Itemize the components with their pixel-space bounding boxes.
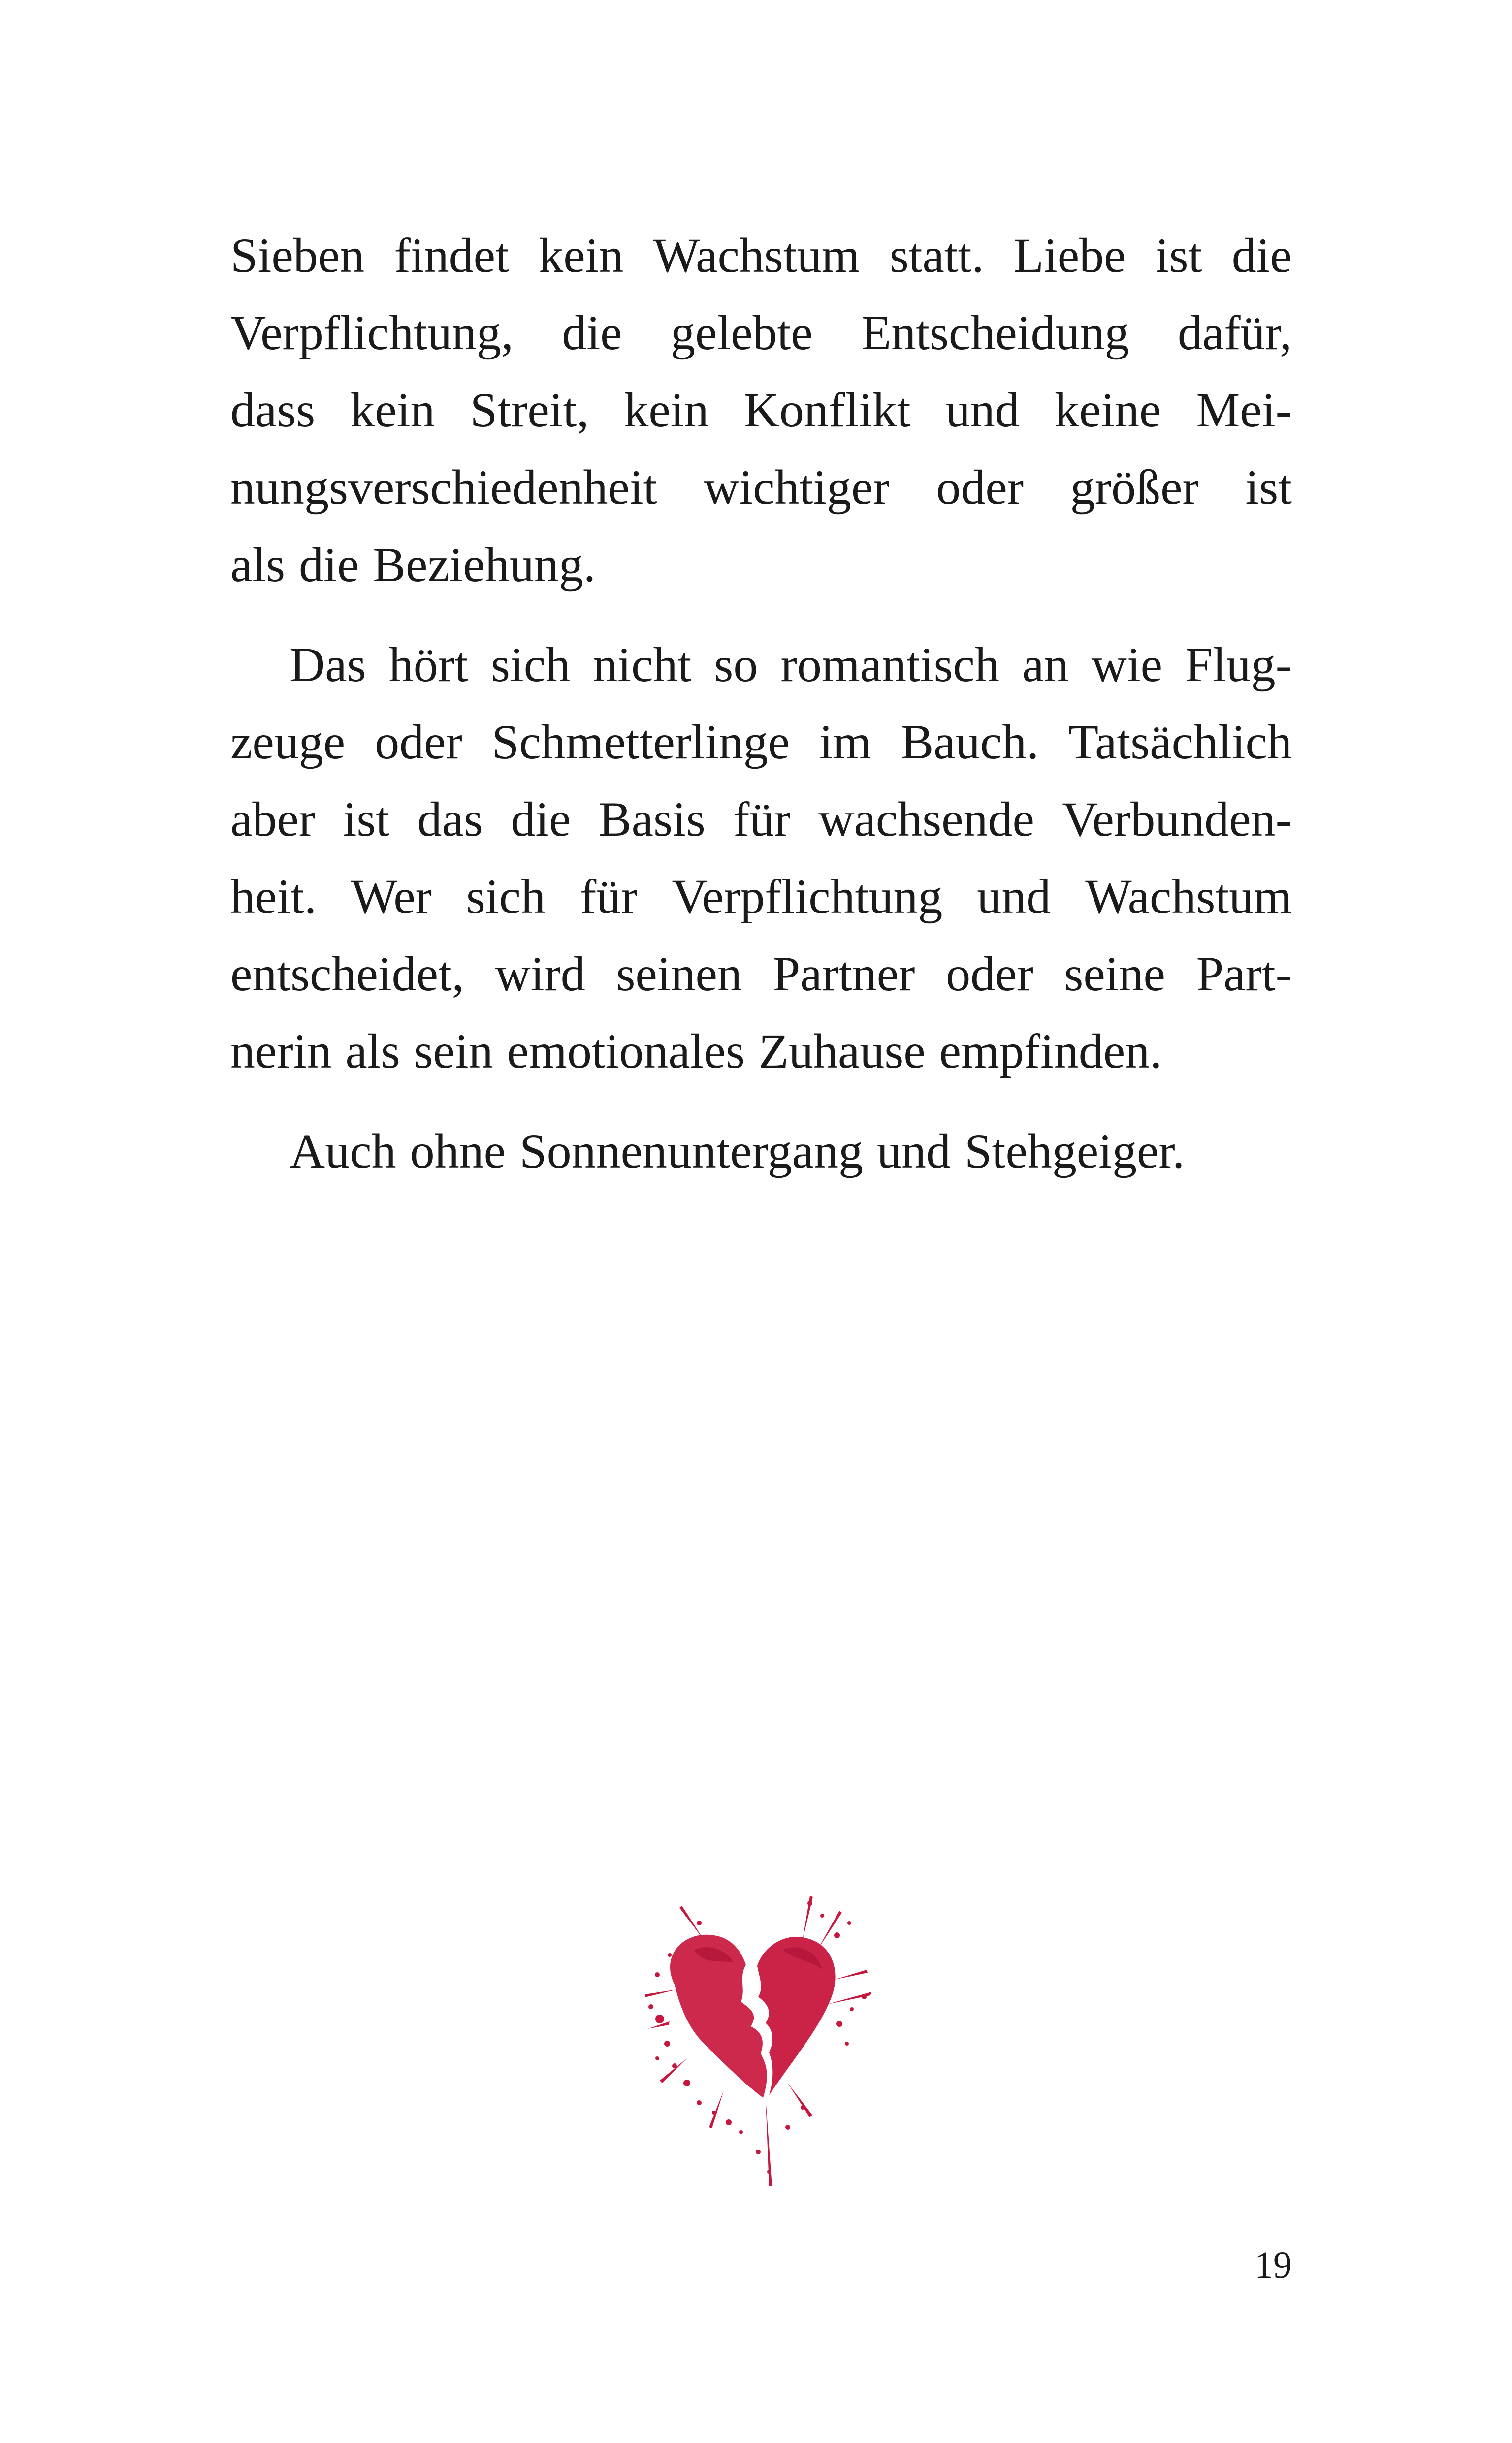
word: oder: [946, 946, 1033, 1001]
paragraph-3: [230, 1112, 1292, 1190]
word: Sonnenuntergang: [519, 1124, 864, 1178]
word: wachsende: [818, 792, 1034, 847]
text-line: [230, 294, 1292, 371]
word: Basis: [598, 792, 706, 847]
word: ohne: [410, 1124, 506, 1178]
paragraph-2: [230, 626, 1292, 1090]
word: aber: [230, 792, 316, 847]
word: kein: [539, 228, 624, 283]
word: nicht: [593, 637, 692, 692]
word: Liebe: [1013, 228, 1126, 283]
text-line: [230, 1112, 1292, 1190]
broken-heart-splatter-icon: [640, 1896, 881, 2191]
word: Beziehung.: [373, 537, 596, 592]
text-line: [230, 526, 1292, 603]
word: und: [945, 383, 1020, 437]
word: Das: [290, 637, 366, 692]
page-number: 19: [1255, 2245, 1292, 2286]
word: sich: [491, 637, 571, 692]
word: Verpflichtung: [672, 869, 943, 924]
word: emotionales: [507, 1024, 745, 1078]
word: Tatsächlich: [1068, 715, 1292, 769]
word: Entscheidung: [861, 305, 1129, 360]
text-line: [230, 371, 1292, 449]
word: findet: [394, 228, 509, 283]
word: Stehgeiger.: [965, 1124, 1185, 1178]
word: dass: [230, 383, 316, 437]
word: oder: [936, 460, 1024, 515]
word: ist: [343, 792, 390, 847]
word: Flug-: [1185, 637, 1292, 692]
word: kein: [350, 383, 435, 437]
word: dafür,: [1177, 305, 1292, 360]
word: und: [877, 1124, 951, 1178]
word: für: [733, 792, 791, 847]
word: gelebte: [670, 305, 813, 360]
word: sich: [466, 869, 546, 924]
word: Wachstum: [1085, 869, 1292, 924]
word: Verpflichtung,: [230, 305, 514, 360]
word: als: [230, 537, 286, 592]
word: wichtiger: [704, 460, 890, 515]
word: zeuge: [230, 715, 346, 769]
word: seine: [1064, 946, 1165, 1001]
word: seinen: [616, 946, 742, 1001]
word: hört: [388, 637, 468, 692]
word: ist: [1155, 228, 1202, 283]
word: Part-: [1196, 946, 1292, 1001]
text-line: [230, 935, 1292, 1012]
word: Wachstum: [653, 228, 860, 283]
word: größer: [1070, 460, 1199, 515]
word: das: [417, 792, 483, 847]
word: Konflikt: [743, 383, 911, 437]
text-line: [230, 626, 1292, 703]
text-line: [230, 217, 1292, 294]
word: sein: [414, 1024, 493, 1078]
word: oder: [375, 715, 462, 769]
word: an: [1022, 637, 1069, 692]
word: Zuhause: [758, 1024, 926, 1078]
word: statt.: [889, 228, 984, 283]
word: nerin: [230, 1024, 332, 1078]
word: die: [562, 305, 622, 360]
word: wie: [1091, 637, 1163, 692]
word: die: [511, 792, 571, 847]
text-line: [230, 781, 1292, 858]
text-line: [230, 449, 1292, 526]
text-line: [230, 703, 1292, 781]
word: Mei-: [1196, 383, 1292, 437]
word: ist: [1245, 460, 1292, 515]
word: für: [579, 869, 638, 924]
word: Schmetterlinge: [491, 715, 790, 769]
word: kein: [624, 383, 709, 437]
text-line: [230, 1012, 1292, 1090]
word: Bauch.: [901, 715, 1039, 769]
word: empfinden.: [939, 1024, 1162, 1078]
word: Auch: [290, 1124, 396, 1178]
word: entscheidet,: [230, 946, 464, 1001]
word: heit.: [230, 869, 317, 924]
word: Partner: [772, 946, 915, 1001]
body-text: [230, 217, 1292, 1190]
word: wird: [495, 946, 585, 1001]
word: nungsverschiedenheit: [230, 460, 657, 515]
word: als: [345, 1024, 400, 1078]
word: keine: [1054, 383, 1161, 437]
word: Wer: [351, 869, 432, 924]
word: die: [299, 537, 359, 592]
paragraph-1: [230, 217, 1292, 603]
word: so: [714, 637, 758, 692]
word: im: [819, 715, 871, 769]
word: Sieben: [230, 228, 365, 283]
text-line: [230, 858, 1292, 935]
word: romantisch: [780, 637, 999, 692]
word: Streit,: [470, 383, 589, 437]
word: und: [977, 869, 1051, 924]
word: Verbunden-: [1062, 792, 1292, 847]
word: die: [1231, 228, 1292, 283]
